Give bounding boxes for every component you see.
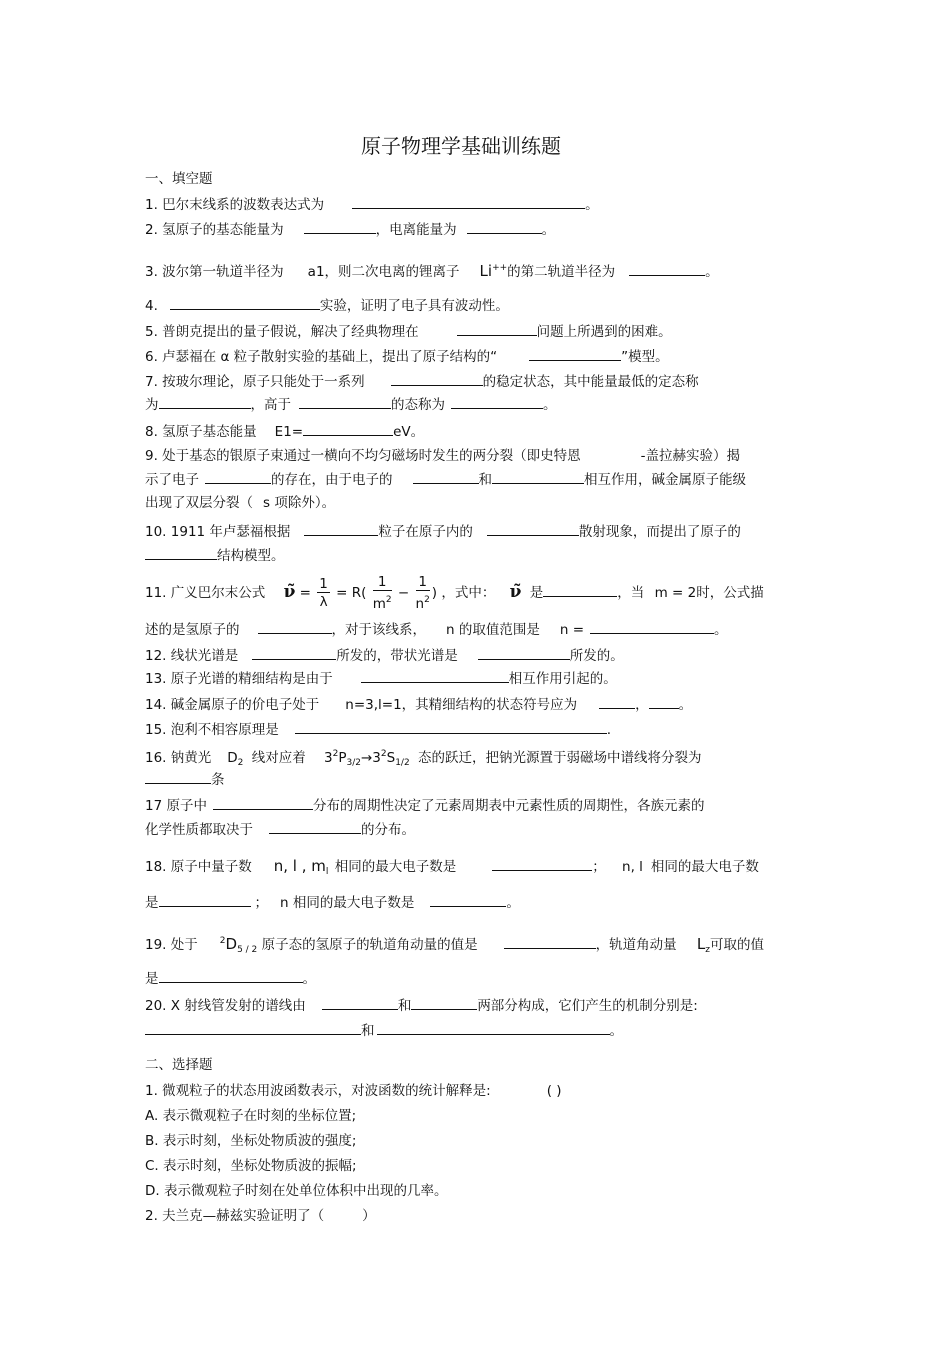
choice-question-1: 1. 微观粒子的状态用波函数表示，对波函数的统计解释是: ( ) <box>145 1083 562 1099</box>
question-2: 2. 氢原子的基态能量为 ，电离能量为 。 <box>145 222 556 238</box>
question-9-cont: 示了电子 的存在，由于电子的 和 相互作用，碱金属原子能级 <box>145 472 746 488</box>
question-7-cont: 为 ，高于 的态称为 。 <box>145 397 557 413</box>
question-14: 14. 碱金属原子的价电子处于 n=3,l=1，其精细结构的状态符号应为 ， 。 <box>145 697 693 713</box>
question-18: 18. 原子中量子数 n, l , $m_l$ 相同的最大电子数是 ； n, l 相同的最大电子数 <box>145 857 759 877</box>
section-heading-fill: 一、填空题 <box>145 171 213 187</box>
choice-1-option-b: B. 表示时刻，坐标处物质波的强度; <box>145 1133 357 1149</box>
question-5: 5. 普朗克提出的量子假说，解决了经典物理在 问题上所遇到的困难。 <box>145 324 672 340</box>
question-19-cont: 是 。 <box>145 971 316 987</box>
page-title: 原子物理学基础训练题 <box>361 134 561 158</box>
question-18-cont: 是 ； n 相同的最大电子数是 。 <box>145 895 520 911</box>
question-17: 17 原子中 分布的周期性决定了元素周期表中元素性质的周期性，各族元素的 <box>145 798 705 814</box>
question-15: 15. 泡利不相容原理是 . <box>145 722 612 738</box>
question-11: 11. 广义巴尔末公式 ν̃ = $\frac{1}{\lambda}$ = R( $\frac{1}{m^2}$ − $\frac{1}{n^2}$ ) ，式中： ν̃ 是 ，当 m = 2时，公式描 <box>145 573 764 612</box>
question-1: 1. 巴尔末线系的波数表达式为 。 <box>145 197 599 213</box>
question-9-cont2: 出现了双层分裂（ s 项除外）。 <box>145 495 336 511</box>
question-13: 13. 原子光谱的精细结构是由于 相互作用引起的。 <box>145 671 617 687</box>
question-6: 6. 卢瑟福在 α 粒子散射实验的基础上，提出了原子结构的“ ”模型。 <box>145 349 669 365</box>
question-8: 8. 氢原子基态能量 E1= eV。 <box>145 424 425 440</box>
question-4: 4. 实验，证明了电子具有波动性。 <box>145 298 509 314</box>
question-20: 20. X 射线管发射的谱线由 和 两部分构成，它们产生的机制分别是: <box>145 998 698 1014</box>
choice-1-option-a: A. 表示微观粒子在时刻的坐标位置; <box>145 1108 357 1124</box>
question-11-cont: 述的是氢原子的 ，对于该线系， n 的取值范围是 n = 。 <box>145 622 728 638</box>
question-16-cont: 条 <box>145 770 225 789</box>
question-19: 19. 处于 $^2D_{5 / 2}$ 原子态的氢原子的轨道角动量的值是 ，轨道角动量 $L_z$可取的值 <box>145 935 764 955</box>
choice-1-option-d: D. 表示微观粒子时刻在处单位体积中出现的几率。 <box>145 1183 448 1199</box>
question-7: 7. 按玻尔理论，原子只能处于一系列 的稳定状态，其中能量最低的定态称 <box>145 374 699 390</box>
section-heading-choice: 二、选择题 <box>145 1057 213 1073</box>
choice-question-2: 2. 夫兰克—赫兹实验证明了（ ） <box>145 1208 376 1224</box>
question-16: 16. 钠黄光 $D_2$ 线对应着 $3^2P_{3/2}\to 3^2S_{1/2}$ 态的跃迁，把钠光源置于弱磁场中谱线将分裂为 <box>145 749 702 768</box>
question-3: 3. 波尔第一轨道半径为 a1，则二次电离的锂离子 Li++的第二轨道半径为 。 <box>145 262 719 280</box>
question-10-cont: 结构模型。 <box>145 546 285 565</box>
question-17-cont: 化学性质都取决于 的分布。 <box>145 822 415 838</box>
question-20-cont: 和 。 <box>145 1021 623 1040</box>
question-10: 10. 1911 年卢瑟福根据 粒子在原子内的 散射现象，而提出了原子的 <box>145 524 741 540</box>
question-9: 9. 处于基态的银原子束通过一横向不均匀磁场时发生的两分裂（即史特恩 -盖拉赫实验）揭 <box>145 448 741 464</box>
choice-1-option-c: C. 表示时刻，坐标处物质波的振幅; <box>145 1158 357 1174</box>
question-12: 12. 线状光谱是 所发的，带状光谱是 所发的。 <box>145 648 624 664</box>
